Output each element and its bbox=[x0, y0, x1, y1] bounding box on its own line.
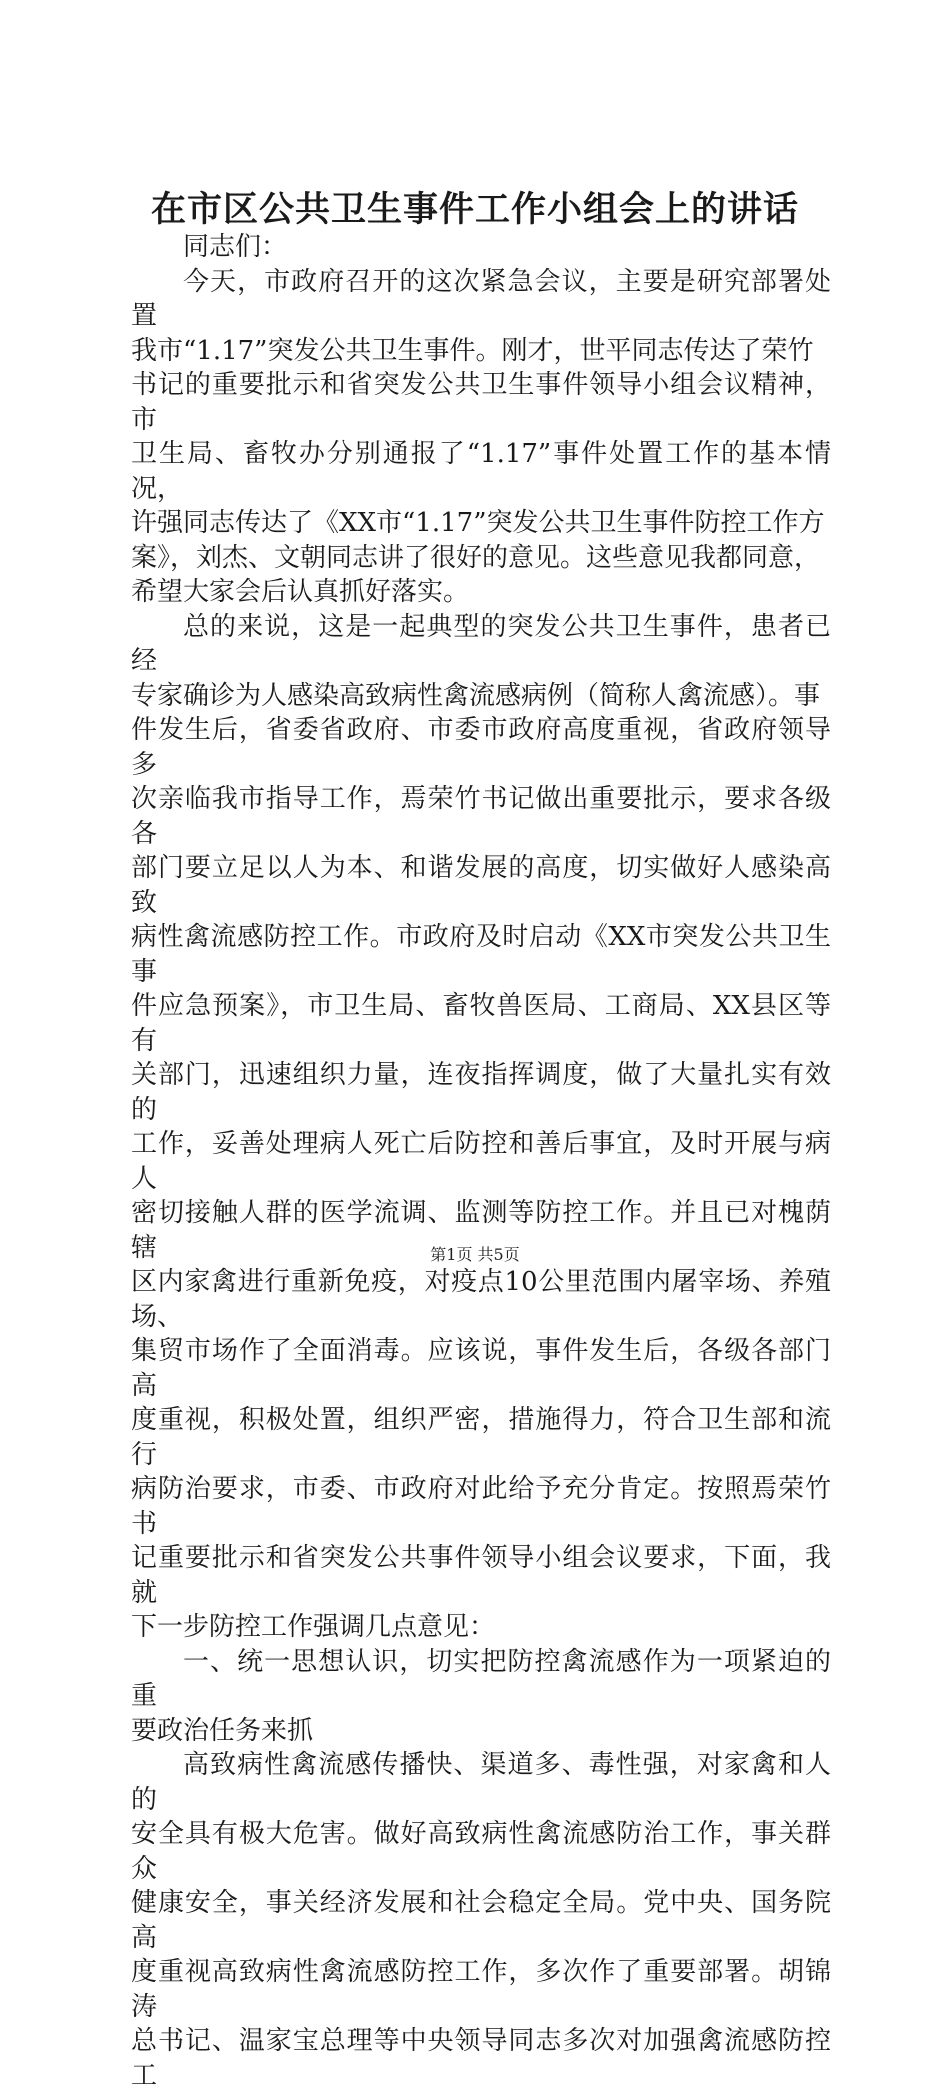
salutation: 同志们： bbox=[183, 232, 288, 262]
section-heading-1: 一、统一思想认识，切实把防控禽流感作为一项紧迫的重 要政治任务来抓 bbox=[131, 1646, 831, 1746]
paragraph-3: 高致病性禽流感传播快、渠道多、毒性强，对家禽和人的 安全具有极大危害。做好高致病性禽流感防治工作，事关群众 健康安全，事关经济发展和社会稳定全局。党中央、国务院高 度重视高致病性禽流感防控工作，多次作了重要部署。胡锦涛 总书记、温家宝总理等中央领导同志多次对加强禽流感防控工 bbox=[131, 1750, 831, 2091]
document-body bbox=[131, 230, 831, 2093]
paragraph-1: 今天，市政府召开的这次紧急会议，主要是研究部署处置 我市“1.17”突发公共卫生事件。刚才，世平同志传达了荣竹 书记的重要批示和省突发公共卫生事件领导小组会议精神，市 卫生局、畜牧办分别通报了“1.17”事件处置工作的基本情况， 许强同志传达了《XX市“1.17”突发公共卫生事件防控工作方 案》，刘杰、文朝同志讲了很好的意见。这些意见我都同意， 希望大家会后认真抓好落实。 bbox=[131, 266, 831, 607]
paragraph-2: 总的来说，这是一起典型的突发公共卫生事件，患者已经 专家确诊为人感染高致病性禽流感病例（简称人禽流感）。事 件发生后，省委省政府、市委市政府高度重视，省政府领导多 次亲临我市指导工作，焉荣竹书记做出重要批示，要求各级各 部门要立足以人为本、和谐发展的高度，切实做好人感染高致 病性禽流感防控工作。市政府及时启动《XX市突发公共卫生事 件应急预案》，市卫生局、畜牧兽医局、工商局、XX县区等有 关部门，迅速组织力量，连夜指挥调度，做了大量扎实有效的 工作，妥善处理病人死亡后防控和善后事宜，及时开展与病人 密切接触人群的医学流调、监测等防控工作。并且已对槐荫辖 区内家禽进行重新免疫，对疫点10公里范围内屠宰场、养殖场、 集贸市场作了全面消毒。应该说，事件发生后，各级各部门高 度重视，积极处置，组织严密，措施得力，符合卫生部和流行 病防治要求，市委、市政府对此给予充分肯定。按照焉荣竹书 记重要批示和省突发公共事件领导小组会议要求，下面，我就 下一步防控工作强调几点意见： bbox=[131, 611, 831, 1642]
document-title: 在市区公共卫生事件工作小组会上的讲话 bbox=[150, 189, 799, 230]
page-footer: 第1页 共5页 bbox=[430, 1245, 520, 1264]
